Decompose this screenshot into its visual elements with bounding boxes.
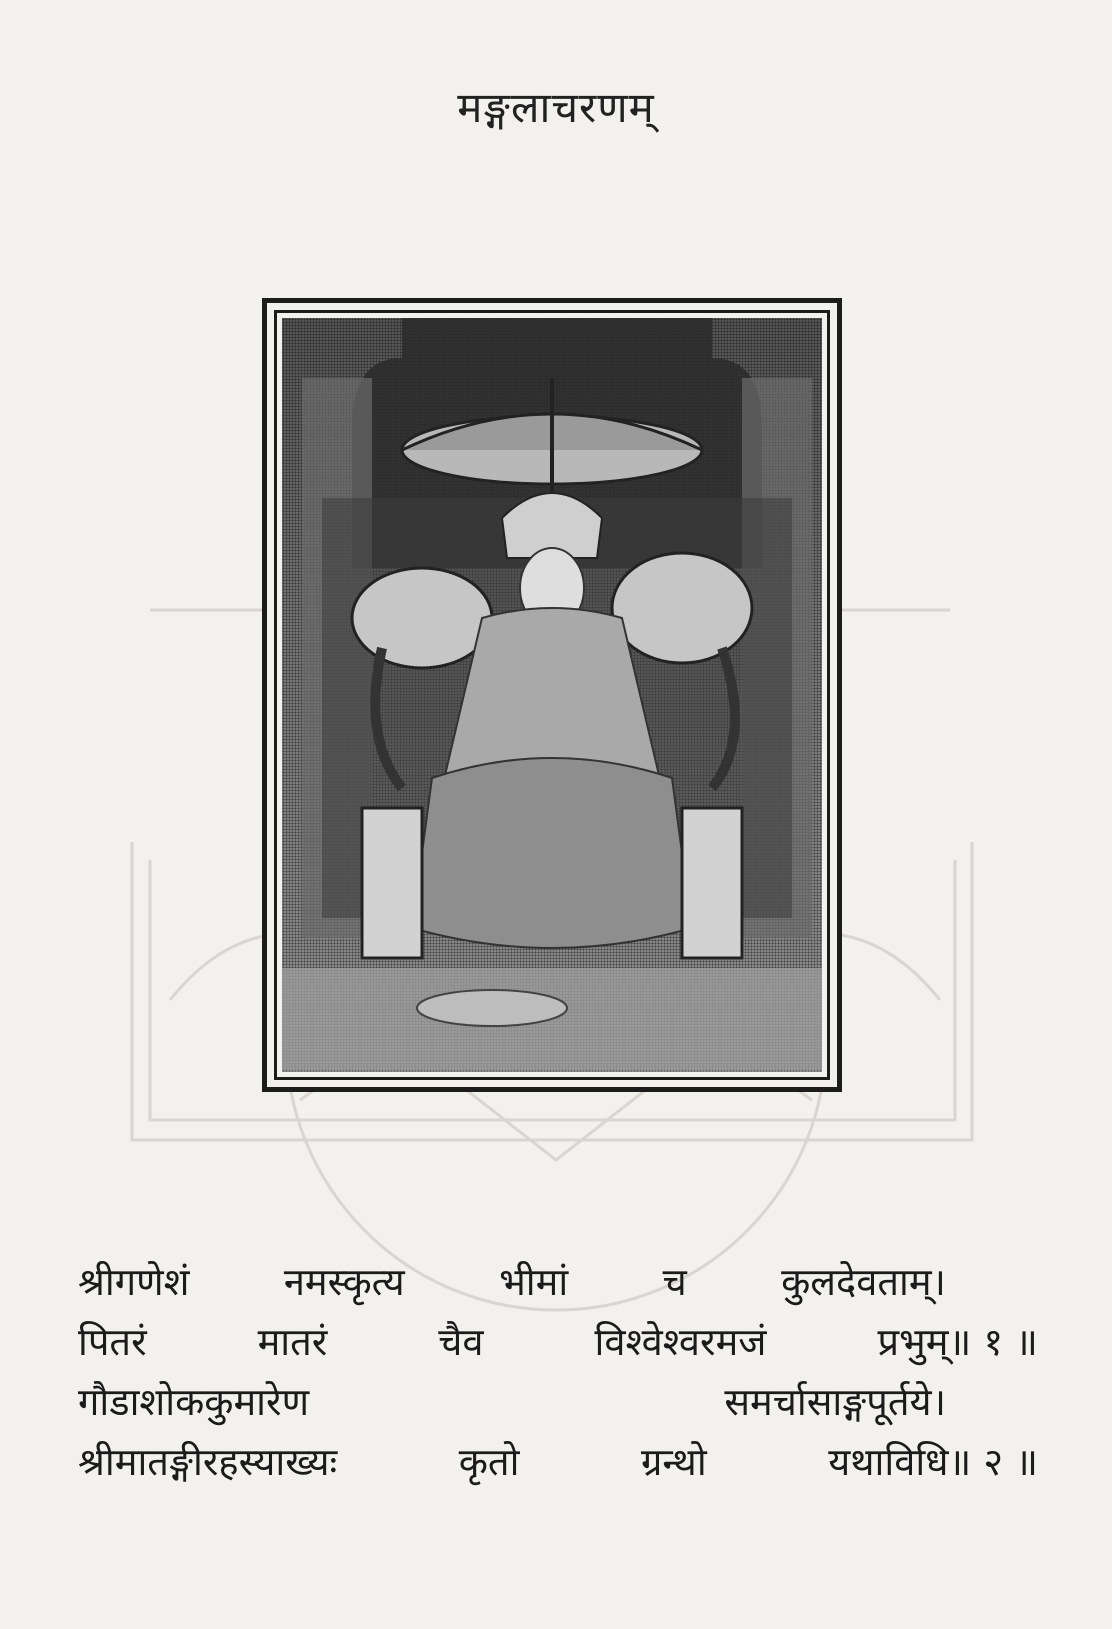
verse-word: मातरं [257,1320,328,1364]
verse-word: ग्रन्थो [640,1440,707,1484]
verse-word: कृतो [458,1440,520,1484]
verse-word: समर्चासाङ्गपूर्तये। [724,1380,946,1424]
deity-photo-inner-border [274,310,830,1080]
verse-word: गौडाशोककुमारेण [78,1380,310,1424]
verse-line-2 [78,1315,1038,1375]
verse-word: यथाविधि॥ २ ॥ [828,1440,1038,1484]
verse-word: कुलदेवताम्। [781,1260,946,1304]
verse-line-1 [78,1255,946,1315]
verse-word: पितरं [78,1320,147,1364]
verse-word: प्रभुम्॥ १ ॥ [877,1320,1038,1364]
verse-word: श्रीगणेशं [78,1260,190,1304]
deity-photo-frame [262,298,842,1092]
deity-photo-icon [282,318,822,1072]
verse-block [78,1255,1038,1495]
verse-word: विश्वेश्वरमजं [594,1320,767,1364]
verse-word: श्रीमातङ्गीरहस्याख्यः [78,1440,338,1484]
page-title: मङ्गलाचरणम् [457,83,655,132]
verse-line-4 [78,1435,1038,1495]
verse-word: च [662,1260,687,1304]
verse-word: नमस्कृत्य [283,1260,405,1304]
verse-word: चैव [438,1320,484,1364]
verse-line-3 [78,1375,946,1435]
verse-word: भीमां [499,1260,569,1304]
